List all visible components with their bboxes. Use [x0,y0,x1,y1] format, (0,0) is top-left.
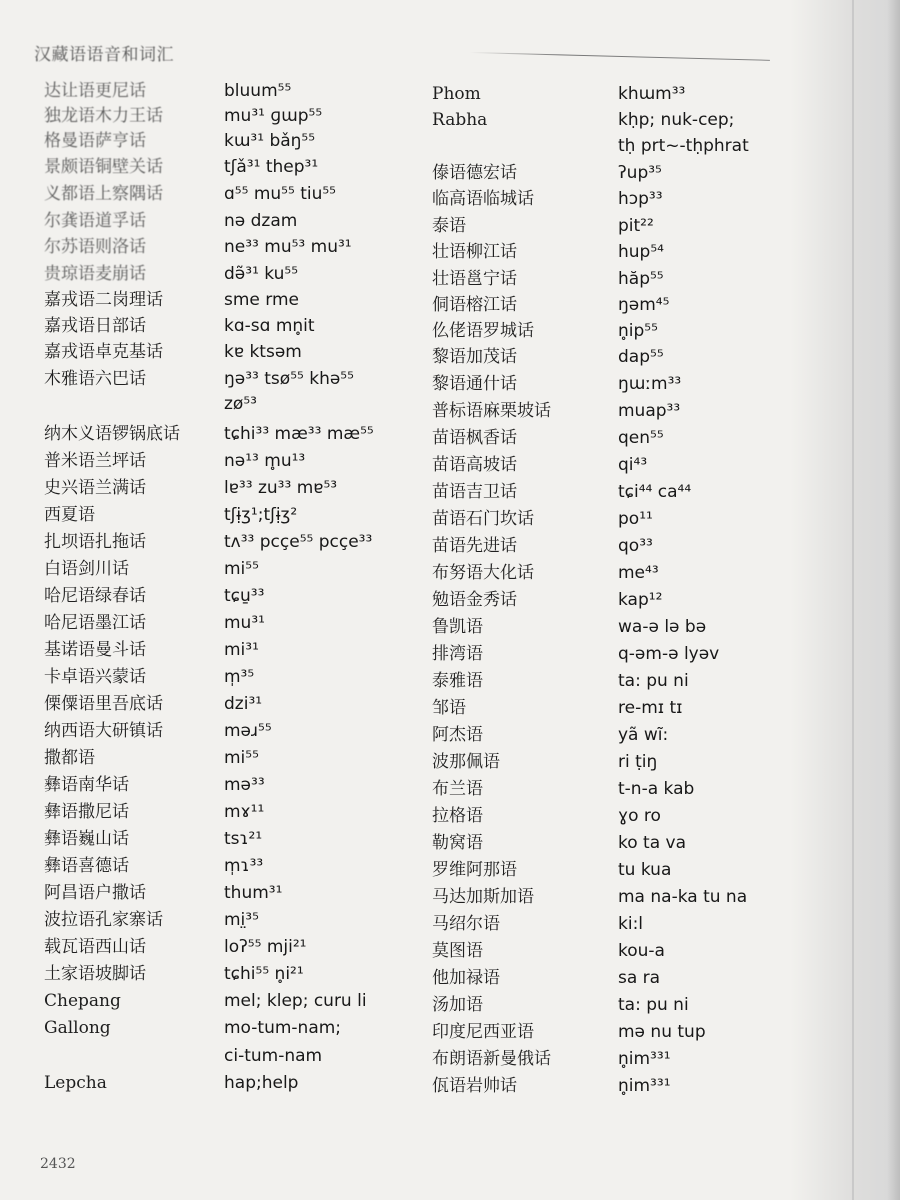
word-form: thum³¹ [224,883,283,903]
language-name: 壮语邕宁话 [432,269,517,289]
word-form: khɯm³³ [618,84,686,104]
language-name: 汤加语 [432,995,483,1015]
header-rule [470,52,770,61]
word-form: n̥ip⁵⁵ [618,321,658,341]
word-form: re-mɪ tɪ [618,698,683,718]
word-form: sa ra [618,968,661,988]
running-head: 汉藏语语音和词汇 [34,45,174,65]
word-form: ko ta va [618,833,687,853]
word-form: mo-tum-nam; [224,1018,342,1038]
word-form: tʌ³³ pcçe⁵⁵ pcçe³³ [224,532,373,552]
language-name: Chepang [44,991,121,1011]
word-form: hup⁵⁴ [618,242,664,262]
language-name: 罗维阿那语 [432,860,517,880]
word-form: m̩³⁵ [224,667,255,687]
word-form: tʃɨ̣ʒ¹;tʃɨ̣ʒ² [224,505,298,525]
language-name: 布努语大化话 [432,563,534,583]
word-form: ʔup³⁵ [618,163,662,183]
language-name: 嘉戎语卓克基话 [44,342,163,362]
language-name: 黎语通什话 [432,374,517,394]
word-form: ɑ⁵⁵ mu⁵⁵ tiu⁵⁵ [224,184,336,204]
language-name: 佤语岩帅话 [432,1076,517,1096]
language-name: 苗语石门坎话 [432,509,534,529]
language-name: 哈尼语墨江话 [44,613,146,633]
word-form: zø⁵³ [224,394,257,414]
word-form: po¹¹ [618,509,653,529]
word-form: ŋə³³ tsø⁵⁵ khə⁵⁵ [224,369,354,389]
language-name: 仫佬语罗城话 [432,321,534,341]
language-name: 普米语兰坪话 [44,451,146,471]
language-name: 鲁凯语 [432,617,483,637]
language-name: 达让语更尼话 [44,81,146,101]
word-form: pit²² [618,216,654,236]
language-name: 勒窝语 [432,833,483,853]
word-form: mel; klep; curu li [224,991,367,1011]
word-form: wa-ə lə bə [618,617,707,637]
language-name: 苗语吉卫话 [432,482,517,502]
language-name: 泰雅语 [432,671,483,691]
language-name: 景颇语铜壁关话 [44,157,163,177]
language-name: 基诺语曼斗话 [44,640,146,660]
language-name: 撒都语 [44,748,95,768]
language-name: 波那佩语 [432,752,500,772]
word-form: mi̤³⁵ [224,910,259,930]
word-form: tɕu̱³³ [224,586,265,606]
language-name: 侗语榕江话 [432,295,517,315]
word-form: kap¹² [618,590,663,610]
language-name: 壮语柳江话 [432,242,517,262]
word-form: mi⁵⁵ [224,559,259,579]
word-form: tu kua [618,860,672,880]
word-form: ɣo ro [618,806,661,826]
word-form: də̃³¹ ku⁵⁵ [224,264,299,284]
word-form: qo³³ [618,536,653,556]
word-form: kḥp; nuk-cep; [618,110,735,130]
language-name: 嘉戎语日部话 [44,316,146,336]
language-name: 苗语枫香话 [432,428,517,448]
word-form: tḥ prt~-tḥphrat [618,136,749,156]
language-name: 白语剑川话 [44,559,129,579]
language-name: 哈尼语绿春话 [44,586,146,606]
word-form: kɐ ktsəm [224,342,302,362]
language-name: 独龙语木力王话 [44,106,163,126]
language-name: 西夏语 [44,505,95,525]
word-form: mi³¹ [224,640,259,660]
language-name: 苗语高坡话 [432,455,517,475]
word-form: m̩ɿ³³ [224,856,264,876]
language-name: 傈僳语里吾底话 [44,694,163,714]
language-name: 扎坝语扎拖话 [44,532,146,552]
page-number: 2432 [40,1156,76,1172]
language-name: 义都语上察隅话 [44,184,163,204]
word-form: tsɿ²¹ [224,829,263,849]
language-name: Phom [432,84,481,104]
word-form: tɕhi³³ mæ³³ mæ⁵⁵ [224,424,374,444]
word-form: sme rme [224,290,299,310]
language-name: 波拉语孔家寨话 [44,910,163,930]
language-name: 彝语南华话 [44,775,129,795]
page-edge-line [852,0,854,1200]
language-name: 彝语喜德话 [44,856,129,876]
word-form: yã wĩ: [618,725,669,745]
word-form: ma na-ka tu na [618,887,748,907]
word-form: kou-a [618,941,665,961]
word-form: kɑ-sɑ mn̥it [224,316,315,336]
language-name: 印度尼西亚语 [432,1022,534,1042]
word-form: ta: pu ni [618,995,689,1015]
word-form: ki:l [618,914,644,934]
word-form: dap⁵⁵ [618,347,664,367]
word-form: qi⁴³ [618,455,648,475]
language-name: 格曼语萨亨话 [44,131,146,151]
word-form: mə³³ [224,775,265,795]
word-form: ci-tum-nam [224,1046,323,1066]
language-name: 黎语加茂话 [432,347,517,367]
language-name: 拉格语 [432,806,483,826]
language-name: 彝语撒尼话 [44,802,129,822]
language-name: 贵琼语麦崩话 [44,264,146,284]
word-form: qen⁵⁵ [618,428,664,448]
word-form: mu³¹ [224,613,265,633]
word-form: me⁴³ [618,563,659,583]
word-form: ne³³ mu⁵³ mu³¹ [224,237,352,257]
word-form: mi⁵⁵ [224,748,259,768]
word-form: hɔp³³ [618,189,663,209]
language-name: 普标语麻栗坡话 [432,401,551,421]
language-name: 苗语先进话 [432,536,517,556]
word-form: ŋɯːm³³ [618,374,682,394]
word-form: hap;help [224,1073,299,1093]
language-name: 勉语金秀话 [432,590,517,610]
word-form: lɐ³³ zu³³ mɐ⁵³ [224,478,338,498]
language-name: 土家语坡脚话 [44,964,146,984]
word-form: məɹ⁵⁵ [224,721,272,741]
word-form: n̥im³³¹ [618,1076,671,1096]
word-form: t-n-a kab [618,779,695,799]
word-form: hăp⁵⁵ [618,269,664,289]
language-name: 纳木义语锣锅底话 [44,424,180,444]
word-form: tɕhi⁵⁵ n̥i²¹ [224,964,304,984]
language-name: 阿昌语户撒话 [44,883,146,903]
language-name: 排湾语 [432,644,483,664]
language-name: 纳西语大研镇话 [44,721,163,741]
language-name: Gallong [44,1018,111,1038]
language-name: 莫图语 [432,941,483,961]
language-name: 临高语临城话 [432,189,534,209]
language-name: 布兰语 [432,779,483,799]
language-name: 邹语 [432,698,466,718]
word-form: mu³¹ ɡɯp⁵⁵ [224,106,323,126]
language-name: 他加禄语 [432,968,500,988]
language-name: 嘉戎语二岗理话 [44,290,163,310]
language-name: 卡卓语兴蒙话 [44,667,146,687]
word-form: kɯ³¹ bǎŋ⁵⁵ [224,131,316,151]
word-form: tɕi⁴⁴ ca⁴⁴ [618,482,692,502]
word-form: ta: pu ni [618,671,689,691]
word-form: q-əm-ə lyəv [618,644,720,664]
language-name: 布朗语新曼俄话 [432,1049,551,1069]
language-name: 彝语巍山话 [44,829,129,849]
language-name: Rabha [432,110,488,130]
language-name: Lepcha [44,1073,107,1093]
word-form: ŋəm⁴⁵ [618,295,670,315]
language-name: 马绍尔语 [432,914,500,934]
word-form: tʃǎ³¹ thep³¹ [224,157,319,177]
page-edge-shadow [790,0,900,1200]
language-name: 阿杰语 [432,725,483,745]
word-form: dzi³¹ [224,694,263,714]
language-name: 尔苏语则洛话 [44,237,146,257]
language-name: 傣语德宏话 [432,163,517,183]
word-form: bluum⁵⁵ [224,81,292,101]
language-name: 木雅语六巴话 [44,369,146,389]
word-form: n̥im³³¹ [618,1049,671,1069]
word-form: loʔ⁵⁵ mji²¹ [224,937,307,957]
word-form: muap³³ [618,401,681,421]
language-name: 泰语 [432,216,466,236]
word-form: mɤ¹¹ [224,802,265,822]
language-name: 尔龚语道孚话 [44,211,146,231]
word-form: nə¹³ m̥u¹³ [224,451,306,471]
language-name: 马达加斯加语 [432,887,534,907]
word-form: nə dzam [224,211,298,231]
word-form: mə nu tup [618,1022,706,1042]
language-name: 史兴语兰满话 [44,478,146,498]
word-form: ri ṭiŋ [618,752,658,772]
language-name: 载瓦语西山话 [44,937,146,957]
